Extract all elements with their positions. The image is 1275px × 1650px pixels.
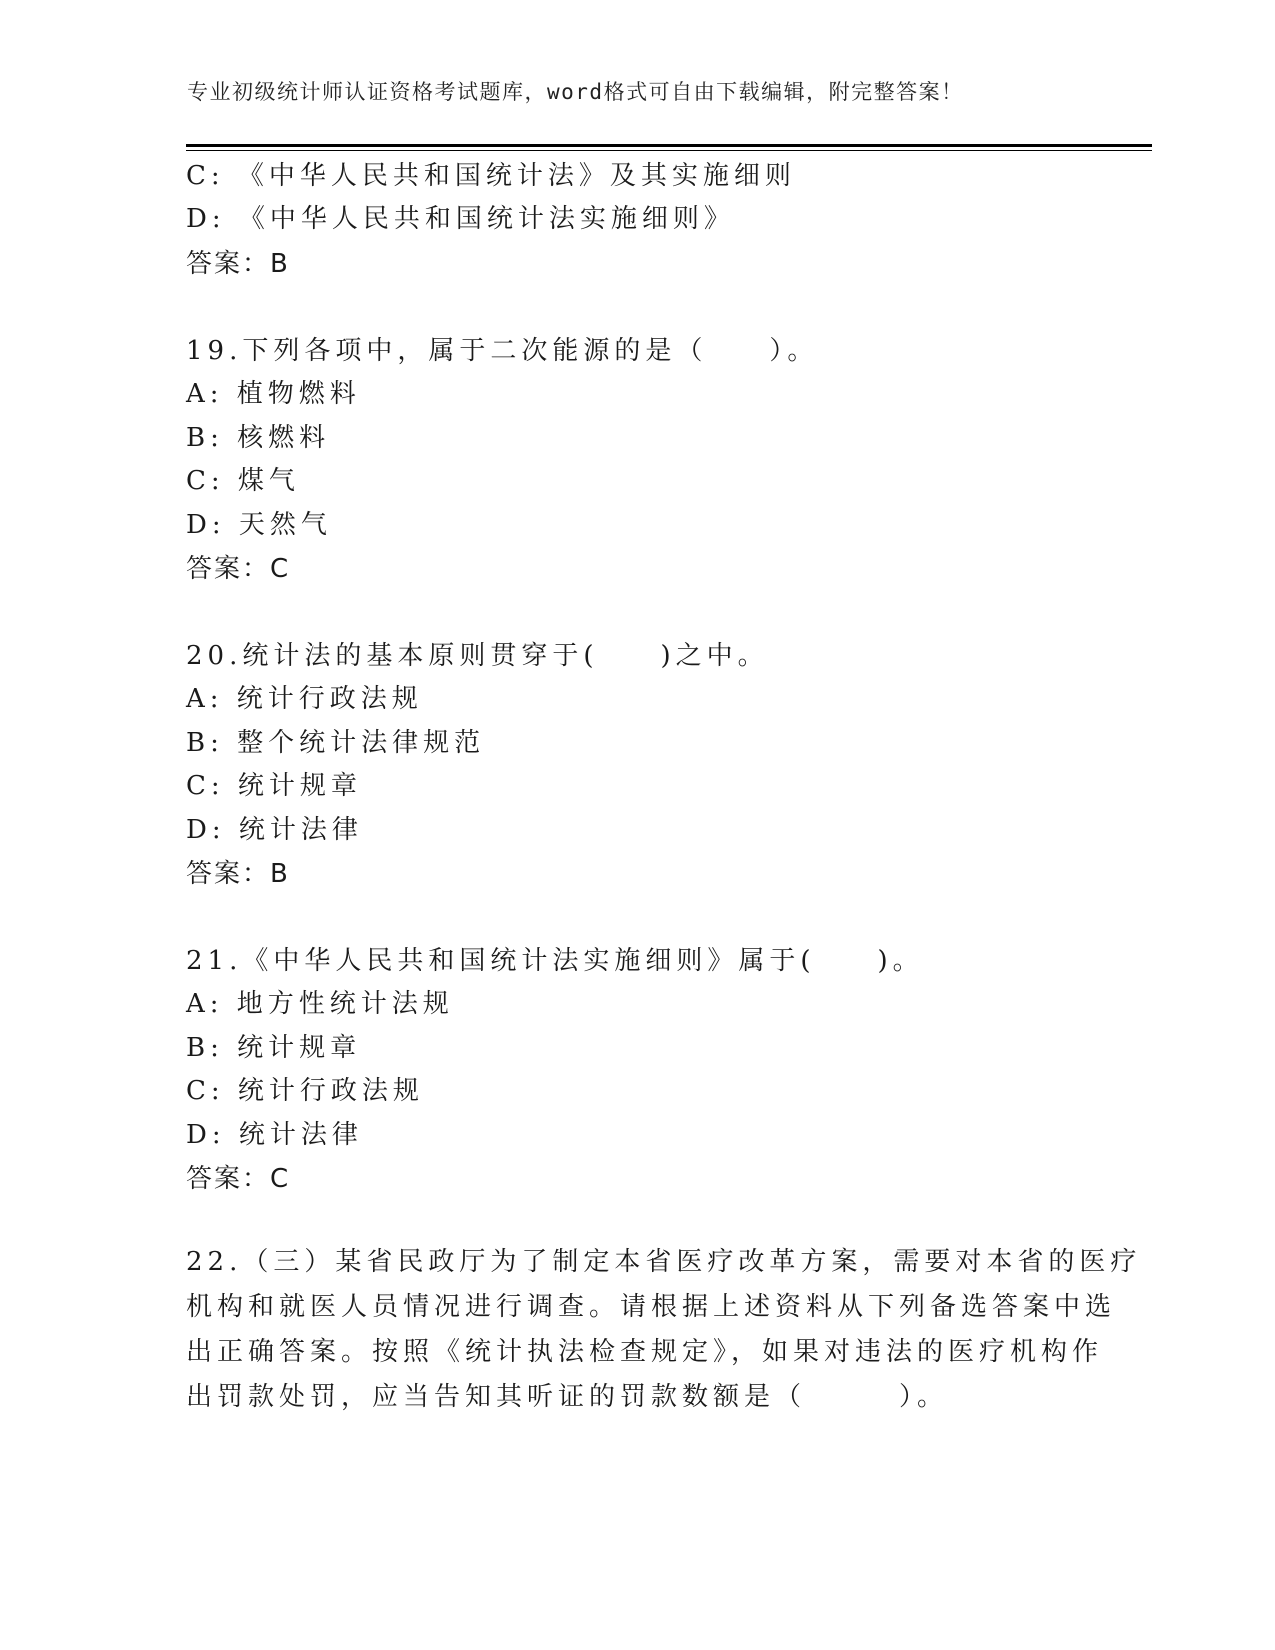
q19-option-c: C: 煤气 bbox=[186, 466, 300, 496]
q20-option-c: C: 统计规章 bbox=[186, 771, 362, 801]
q22-stem bbox=[186, 1240, 1142, 1420]
q19-option-a: A: 植物燃料 bbox=[186, 379, 361, 409]
q19-answer: 答案：C bbox=[186, 554, 291, 584]
q22-line-1: 22.（三）某省民政厅为了制定本省医疗改革方案，需要对本省的医疗 bbox=[186, 1247, 1142, 1277]
header-rule-thick bbox=[186, 144, 1152, 147]
q21-option-a: A: 地方性统计法规 bbox=[186, 989, 454, 1019]
q19-stem: 19.下列各项中，属于二次能源的是（ ）。 bbox=[186, 336, 819, 366]
q22-line-3: 出正确答案。按照《统计执法检查规定》，如果对违法的医疗机构作 bbox=[186, 1337, 1104, 1367]
q21-option-d: D: 统计法律 bbox=[186, 1120, 363, 1150]
q20-option-a: A: 统计行政法规 bbox=[186, 684, 423, 714]
q19-option-b: B: 核燃料 bbox=[186, 423, 331, 453]
q18-answer: 答案：B bbox=[186, 249, 290, 279]
q21-option-c: C: 统计行政法规 bbox=[186, 1076, 424, 1106]
q20-option-d: D: 统计法律 bbox=[186, 815, 363, 845]
q21-answer: 答案：C bbox=[186, 1164, 291, 1194]
q20-option-b: B: 整个统计法律规范 bbox=[186, 728, 486, 758]
page-header: 专业初级统计师认证资格考试题库，word格式可自由下载编辑，附完整答案！ bbox=[187, 80, 964, 104]
q20-answer: 答案：B bbox=[186, 859, 290, 889]
q21-option-b: B: 统计规章 bbox=[186, 1033, 362, 1063]
header-rule-thin bbox=[186, 150, 1152, 151]
q22-line-2: 机构和就医人员情况进行调查。请根据上述资料从下列备选答案中选 bbox=[186, 1292, 1117, 1322]
q22-line-4: 出罚款处罚，应当告知其听证的罚款数额是（ ）。 bbox=[186, 1382, 949, 1412]
q18-option-d: D: 《中华人民共和国统计法实施细则》 bbox=[186, 204, 735, 234]
q19-option-d: D: 天然气 bbox=[186, 510, 332, 540]
q20-stem: 20.统计法的基本原则贯穿于( )之中。 bbox=[186, 641, 769, 671]
q18-option-c: C: 《中华人民共和国统计法》及其实施细则 bbox=[186, 161, 796, 191]
q21-stem: 21.《中华人民共和国统计法实施细则》属于( )。 bbox=[186, 946, 924, 976]
